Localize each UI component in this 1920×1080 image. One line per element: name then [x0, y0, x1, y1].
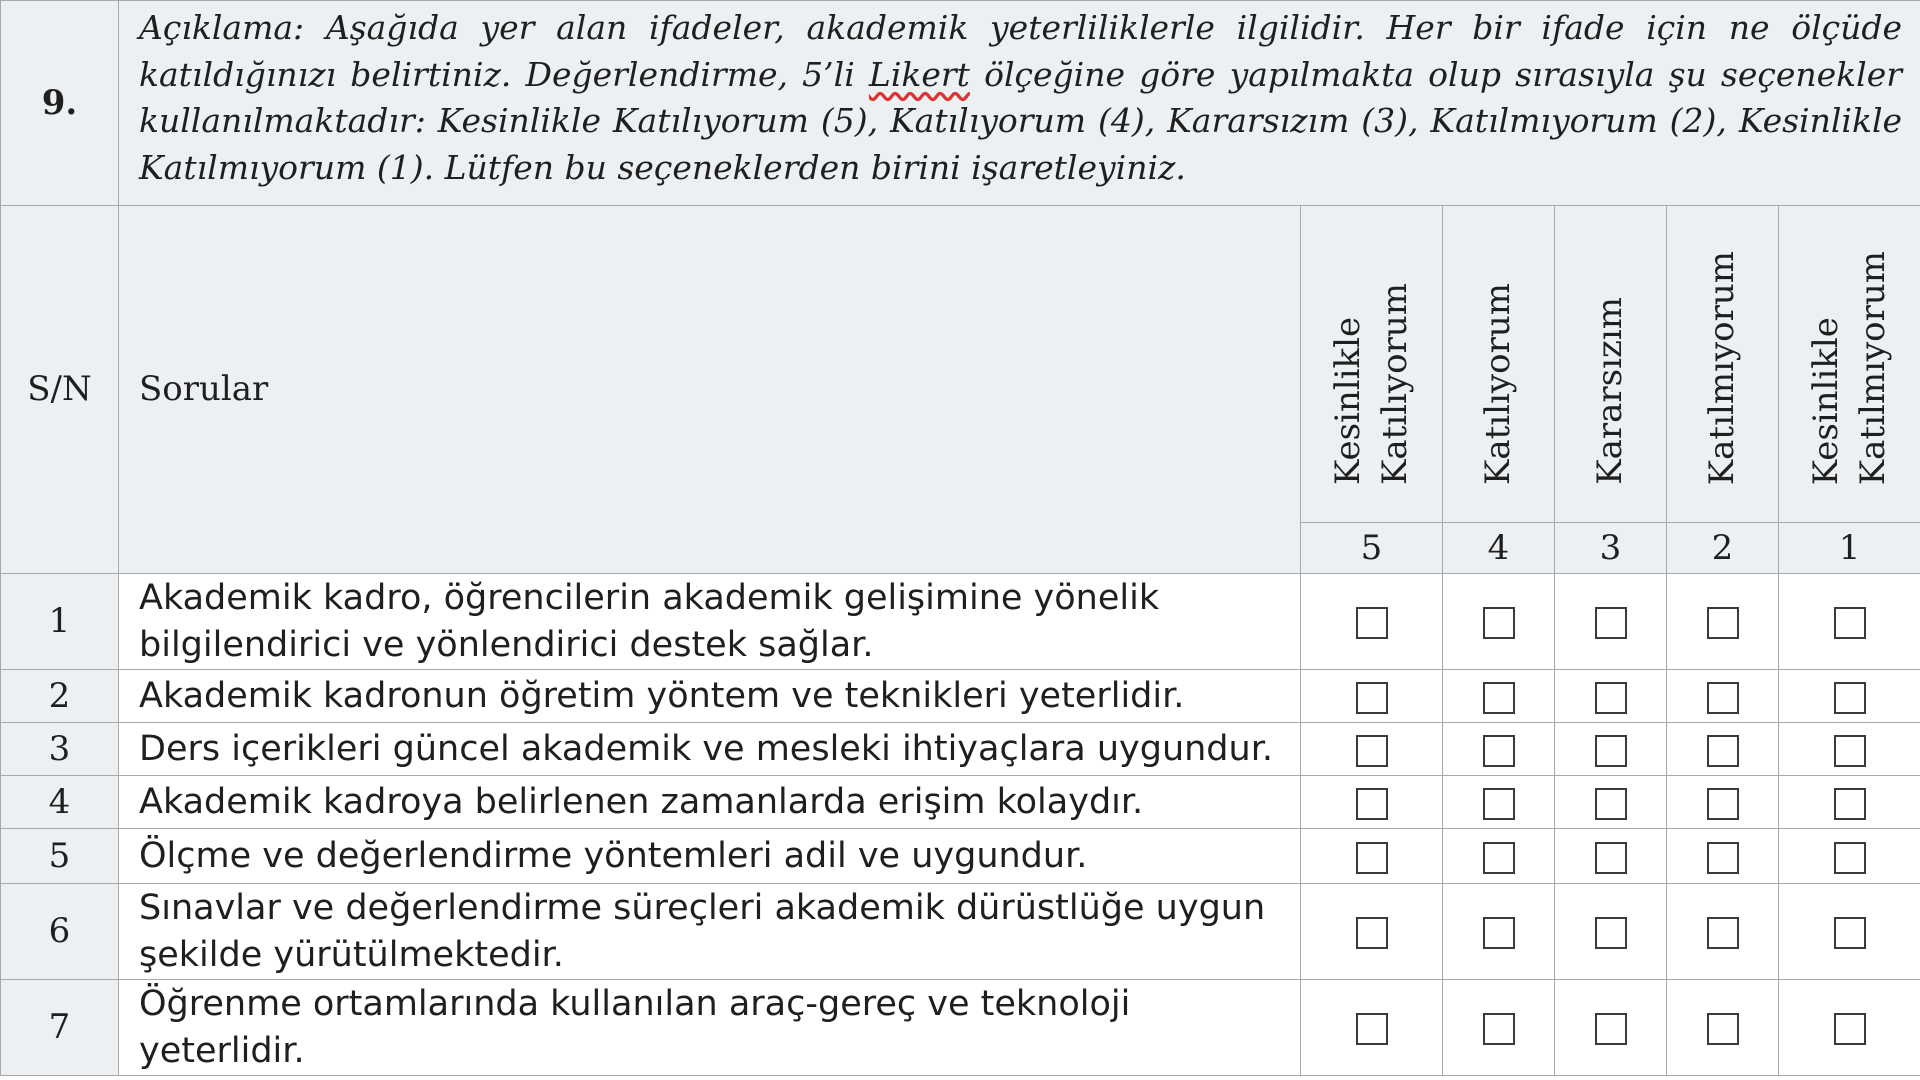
question-number: 9. [1, 1, 119, 206]
checkbox-option-4[interactable] [1483, 735, 1515, 767]
row-number: 4 [1, 776, 119, 829]
instruction-text [119, 1, 1920, 206]
checkbox-option-1[interactable] [1834, 682, 1866, 714]
table-row [1, 776, 1920, 829]
checkbox-option-3[interactable] [1595, 607, 1627, 639]
checkbox-option-5[interactable] [1356, 842, 1388, 874]
scale-value-3: 3 [1555, 523, 1667, 574]
checkbox-option-5[interactable] [1356, 682, 1388, 714]
checkbox-option-4[interactable] [1483, 607, 1515, 639]
option-label-line1: Kesinlikle [1327, 316, 1368, 485]
option-label-line2: Katılıyorum [1374, 282, 1415, 485]
instruction-row [1, 1, 1920, 206]
table-row [1, 723, 1920, 776]
scale-value-2: 2 [1667, 523, 1779, 574]
row-number: 2 [1, 670, 119, 723]
checkbox-option-2[interactable] [1707, 917, 1739, 949]
checkbox-option-2[interactable] [1707, 607, 1739, 639]
checkbox-option-4[interactable] [1483, 1013, 1515, 1045]
checkbox-option-4[interactable] [1483, 917, 1515, 949]
header-row [1, 206, 1920, 523]
checkbox-option-3[interactable] [1595, 735, 1627, 767]
table-row [1, 574, 1920, 670]
row-number: 6 [1, 884, 119, 980]
checkbox-option-3[interactable] [1595, 842, 1627, 874]
table-row [1, 980, 1920, 1076]
checkbox-option-5[interactable] [1356, 1013, 1388, 1045]
checkbox-option-1[interactable] [1834, 735, 1866, 767]
checkbox-option-1[interactable] [1834, 842, 1866, 874]
option-label-line1: Kararsızım [1590, 297, 1630, 485]
row-number: 5 [1, 829, 119, 884]
instruction-text-before: Açıklama: Aşağıda yer alan ifadeler, akademik yeterliliklerle ilgilidir. Her bir ifade için ne ölçüde katıldığınızı belirtiniz. Değerlendirme, 5’li [139, 8, 1903, 94]
scale-value-5: 5 [1301, 523, 1443, 574]
checkbox-option-1[interactable] [1834, 1013, 1866, 1045]
sn-header: S/N [1, 206, 119, 574]
row-number: 3 [1, 723, 119, 776]
checkbox-option-4[interactable] [1483, 682, 1515, 714]
instruction-text-after: ölçeğine göre yapılmakta olup sırasıyla şu seçenekler kullanılmaktadır: Kesinlikle Katılıyorum (5), Katılıyorum (4), Kararsızım (3), Katılmıyorum (2), Kesinlikle Katılmıyorum (1). Lütfen bu seçeneklerden birini işaretleyiniz. [139, 54, 1903, 187]
checkbox-option-2[interactable] [1707, 842, 1739, 874]
likert-word: Likert [868, 54, 970, 94]
checkbox-option-5[interactable] [1356, 607, 1388, 639]
scale-value-1: 1 [1779, 523, 1920, 574]
option-header-disagree [1667, 206, 1779, 523]
checkbox-option-3[interactable] [1595, 917, 1627, 949]
checkbox-option-1[interactable] [1834, 917, 1866, 949]
question-text: Akademik kadroya belirlenen zamanlarda erişim kolaydır. [119, 776, 1301, 829]
question-text: Sınavlar ve değerlendirme süreçleri akademik dürüstlüğe uygun şekilde yürütülmektedir. [119, 884, 1301, 980]
option-label-line2: Katılmıyorum [1852, 250, 1893, 485]
table-row [1, 670, 1920, 723]
checkbox-option-3[interactable] [1595, 788, 1627, 820]
option-header-strongly-agree [1301, 206, 1443, 523]
checkbox-option-2[interactable] [1707, 788, 1739, 820]
checkbox-option-1[interactable] [1834, 607, 1866, 639]
option-label-line1: Kesinlikle [1805, 316, 1846, 485]
checkbox-option-5[interactable] [1356, 917, 1388, 949]
checkbox-option-5[interactable] [1356, 735, 1388, 767]
option-label-line1: Katılıyorum [1478, 282, 1518, 485]
row-number: 1 [1, 574, 119, 670]
question-text: Öğrenme ortamlarında kullanılan araç-gereç ve teknoloji yeterlidir. [119, 980, 1301, 1076]
table-row [1, 829, 1920, 884]
question-text: Ölçme ve değerlendirme yöntemleri adil ve uygundur. [119, 829, 1301, 884]
option-header-strongly-disagree [1779, 206, 1920, 523]
checkbox-option-4[interactable] [1483, 842, 1515, 874]
checkbox-option-1[interactable] [1834, 788, 1866, 820]
checkbox-option-2[interactable] [1707, 1013, 1739, 1045]
table-row [1, 884, 1920, 980]
question-text: Akademik kadronun öğretim yöntem ve teknikleri yeterlidir. [119, 670, 1301, 723]
question-text: Ders içerikleri güncel akademik ve mesleki ihtiyaçlara uygundur. [119, 723, 1301, 776]
checkbox-option-3[interactable] [1595, 682, 1627, 714]
option-label-line1: Katılmıyorum [1702, 250, 1742, 485]
checkbox-option-5[interactable] [1356, 788, 1388, 820]
option-header-agree [1443, 206, 1555, 523]
questions-header: Sorular [119, 206, 1301, 574]
checkbox-option-2[interactable] [1707, 682, 1739, 714]
question-text: Akademik kadro, öğrencilerin akademik gelişimine yönelik bilgilendirici ve yönlendirici destek sağlar. [119, 574, 1301, 670]
option-header-undecided [1555, 206, 1667, 523]
row-number: 7 [1, 980, 119, 1076]
checkbox-option-4[interactable] [1483, 788, 1515, 820]
checkbox-option-2[interactable] [1707, 735, 1739, 767]
scale-value-4: 4 [1443, 523, 1555, 574]
checkbox-option-3[interactable] [1595, 1013, 1627, 1045]
